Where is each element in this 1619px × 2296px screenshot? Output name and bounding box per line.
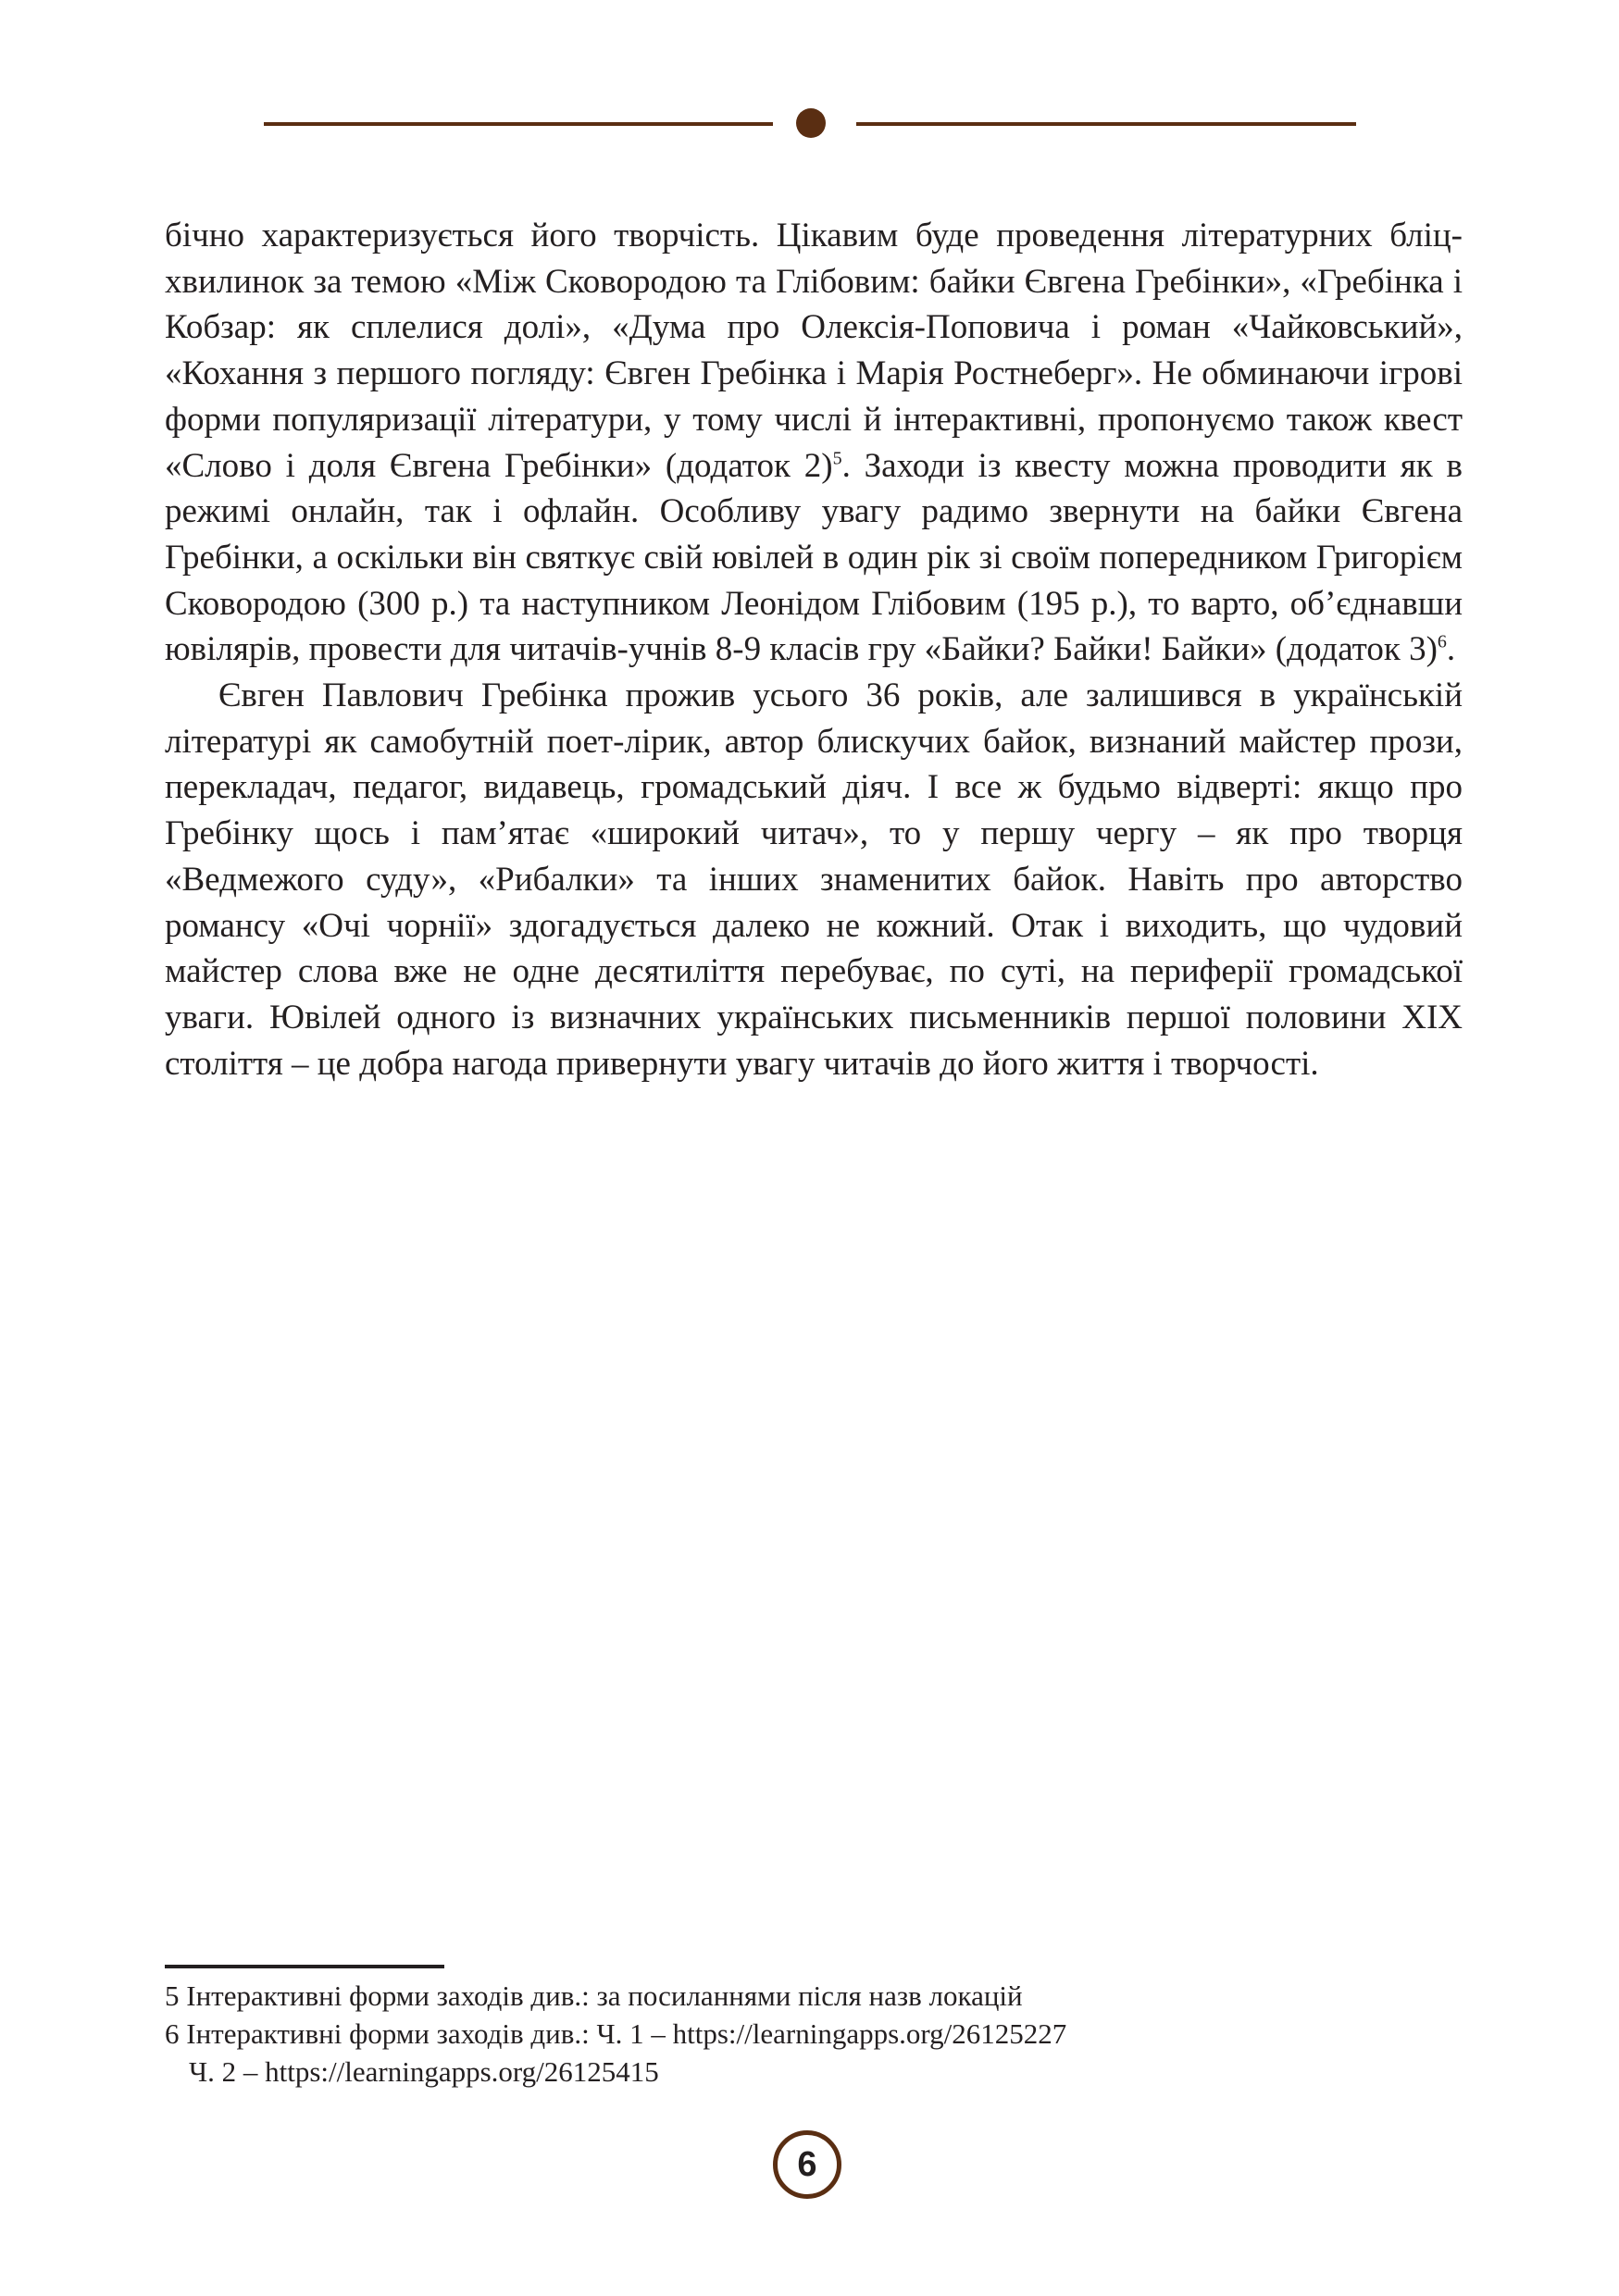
footnote-ref-6: 6 <box>1437 632 1447 652</box>
body-text <box>165 213 1463 1086</box>
paragraph-1-text-a: бічно характеризується його творчість. Цікавим буде проведення літературних бліц-хвилинок за темою «Між Сковородою та Глібовим: байки Євгена Гребінки», «Гребінка і Кобзар: як сплелися долі», «Дума про Олексія-Поповича і роман «Чайковський», «Кохання з першого погляду: Євген Гребінка і Марія Ростнеберг». Не обминаючи ігрові форми популяризації літератури, у тому числі й інтерактивні, пропонуємо також квест «Слово і доля Євгена Гребінки» (додаток 2) <box>165 217 1463 485</box>
footnotes <box>165 1977 1463 2091</box>
header-ornament <box>264 102 1356 148</box>
paragraph-2: Євген Павлович Гребінка прожив усього 36 років, але залишився в українській літературі як самобутній поет-лірик, автор блискучих байок, визнаний майстер прози, перекладач, педагог, видавець, громадський діяч. І все ж будьмо відверті: якщо про Гребінку щось і пам’ятає «широкий читач», то у першу чергу – як про творця «Ведмежого суду», «Рибалки» та інших знаменитих байок. Навіть про авторство романсу «Очі чорнії» здогадується далеко не кожний. Отак і виходить, що чудовий майстер слова вже не одне десятиліття перебуває, по суті, на периферії громадської уваги. Ювілей одного із визначних українських письменників першої половини ХІХ століття – це добра нагода привернути увагу читачів до його життя і творчості. <box>165 676 1463 1083</box>
paragraph-1-text-b: . Заходи із квесту можна проводити як в режимі онлайн, так і офлайн. Особливу увагу радимо звернути на байки Євгена Гребінки, а оскільки він святкує свій ювілей в один рік зі своїм попередником Григорієм Сковородою (300 р.) та наступником Леонідом Глібовим (195 р.), то варто, об’єднавши ювілярів, провести для читачів-учнів 8-9 класів гру «Байки? Байки! Байки» (додаток 3) <box>165 446 1463 669</box>
paragraph-1 <box>165 213 1463 673</box>
page-number: 6 <box>773 2130 841 2199</box>
header-divider-right <box>856 122 1356 126</box>
footnote-ref-5: 5 <box>832 448 842 469</box>
footnote-6: 6 Інтерактивні форми заходів див.: Ч. 1 – https://learningapps.org/26125227 <box>165 2017 1067 2050</box>
header-divider-left <box>264 122 773 126</box>
header-dot-icon <box>796 108 826 138</box>
paragraph-1-text-c: . <box>1446 630 1456 669</box>
footnote-6-continuation: Ч. 2 – https://learningapps.org/26125415 <box>189 2055 659 2088</box>
footnote-5: 5 Інтерактивні форми заходів див.: за посиланнями після назв локацій <box>165 1980 1023 2012</box>
footnote-divider <box>165 1965 444 1968</box>
